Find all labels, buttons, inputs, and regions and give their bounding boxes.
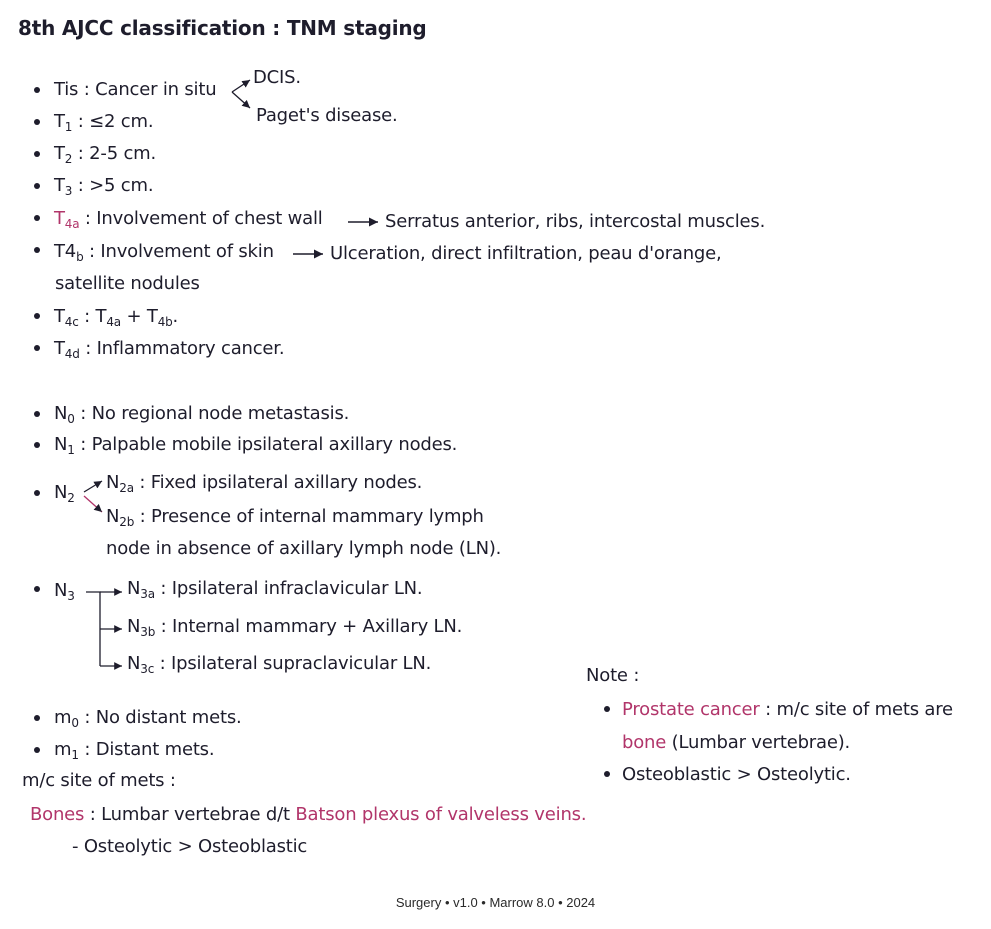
footer: Surgery • v1.0 • Marrow 8.0 • 2024 xyxy=(395,895,596,910)
n3a-label: N xyxy=(127,578,141,599)
n0-sub: 0 xyxy=(67,412,75,426)
t4b-text: : Involvement of skin xyxy=(89,241,274,262)
page-title: 8th AJCC classification : TNM staging xyxy=(18,16,427,40)
n3b-label: N xyxy=(127,616,141,637)
tis-branch-paget: Paget's disease. xyxy=(256,105,398,126)
n2-sub: 2 xyxy=(67,491,75,505)
n0-text: : No regional node metastasis. xyxy=(80,403,350,424)
n0-label: N xyxy=(54,403,68,424)
n2-arrow-down xyxy=(84,496,102,512)
t1-sub: 1 xyxy=(64,120,73,134)
bones-text: : Lumbar vertebrae d/t xyxy=(89,804,290,825)
n3a-sub: 3a xyxy=(140,587,155,601)
n2a-label: N xyxy=(106,472,120,493)
tis-branch-dcis: DCIS. xyxy=(253,67,301,88)
t2-sub: 2 xyxy=(64,152,73,166)
m0-label: m xyxy=(54,707,72,728)
t3-text: : >5 cm. xyxy=(77,175,154,196)
m0-text: : No distant mets. xyxy=(84,707,242,728)
n2a-sub: 2a xyxy=(119,481,134,495)
tis-text: : Cancer in situ xyxy=(83,79,217,100)
t4a-result: Serratus anterior, ribs, intercostal muscles. xyxy=(385,211,766,232)
tis-label: Tis xyxy=(54,79,79,100)
t3-label: T xyxy=(54,175,65,196)
n3b-text: : Internal mammary + Axillary LN. xyxy=(160,616,463,637)
n2-arrow-up xyxy=(84,481,102,492)
t4c-end: . xyxy=(172,306,179,327)
t4d-label: T xyxy=(54,338,65,359)
n3c-sub: 3c xyxy=(140,662,155,676)
t1-label: T xyxy=(54,111,65,132)
n3c-text: : Ipsilateral supraclavicular LN. xyxy=(159,653,432,674)
t4c-sub: 4c xyxy=(64,315,79,329)
bones-reason: Batson plexus of valveless veins. xyxy=(295,804,587,825)
note-item-1-text: : m/c site of mets are xyxy=(765,699,953,720)
t4b-sub: b xyxy=(76,250,84,264)
n2b-label: N xyxy=(106,506,120,527)
note-item-1-text2: (Lumbar vertebrae). xyxy=(671,732,851,753)
t4a-label: T xyxy=(54,208,65,229)
note-heading: Note : xyxy=(586,665,640,686)
t4d-sub: 4d xyxy=(64,347,80,361)
n2b-sub: 2b xyxy=(119,515,135,529)
t4c-sub3: 4b xyxy=(157,315,173,329)
n3c-label: N xyxy=(127,653,141,674)
t4b-label: T4 xyxy=(54,241,77,262)
t4a-sub: 4a xyxy=(64,217,80,231)
n2a-text: : Fixed ipsilateral axillary nodes. xyxy=(139,472,423,493)
n3a-text: : Ipsilateral infraclavicular LN. xyxy=(160,578,423,599)
note-prostate: Prostate cancer xyxy=(622,699,760,720)
n3-bracket xyxy=(86,592,100,666)
mets-sub-point: - Osteolytic > Osteoblastic xyxy=(72,836,308,857)
t4c-label: T xyxy=(54,306,65,327)
t4d-text: : Inflammatory cancer. xyxy=(85,338,285,359)
t4c-plus: + T xyxy=(120,306,158,327)
note-bone: bone xyxy=(622,732,667,753)
t4c-sub2: 4a xyxy=(106,315,121,329)
t1-text: : ≤2 cm. xyxy=(77,111,154,132)
n3b-sub: 3b xyxy=(140,625,156,639)
t2-label: T xyxy=(54,143,65,164)
tis-arrow-down xyxy=(232,92,250,108)
mets-heading: m/c site of mets : xyxy=(22,770,176,791)
n2b-text: : Presence of internal mammary lymph xyxy=(139,506,484,527)
n1-sub: 1 xyxy=(67,443,75,457)
m0-sub: 0 xyxy=(71,716,79,730)
t4b-result: Ulceration, direct infiltration, peau d'orange, xyxy=(330,243,722,264)
m1-label: m xyxy=(54,739,72,760)
n3-sub: 3 xyxy=(67,589,75,603)
t2-text: : 2-5 cm. xyxy=(77,143,157,164)
n2b-continuation: node in absence of axillary lymph node (LN). xyxy=(106,538,502,559)
tis-arrow-up xyxy=(232,80,250,92)
t4a-text: : Involvement of chest wall xyxy=(84,208,323,229)
t4b-continuation: satellite nodules xyxy=(55,273,200,294)
n1-text: : Palpable mobile ipsilateral axillary nodes. xyxy=(80,434,458,455)
m1-text: : Distant mets. xyxy=(84,739,215,760)
m1-sub: 1 xyxy=(71,748,79,762)
t4c-text: : T xyxy=(84,306,107,327)
n3-label-text: N xyxy=(54,580,68,601)
note-item-2: Osteoblastic > Osteolytic. xyxy=(622,764,851,785)
t3-sub: 3 xyxy=(64,184,73,198)
n2-label-text: N xyxy=(54,482,68,503)
bones-label: Bones xyxy=(30,804,85,825)
n1-label: N xyxy=(54,434,68,455)
